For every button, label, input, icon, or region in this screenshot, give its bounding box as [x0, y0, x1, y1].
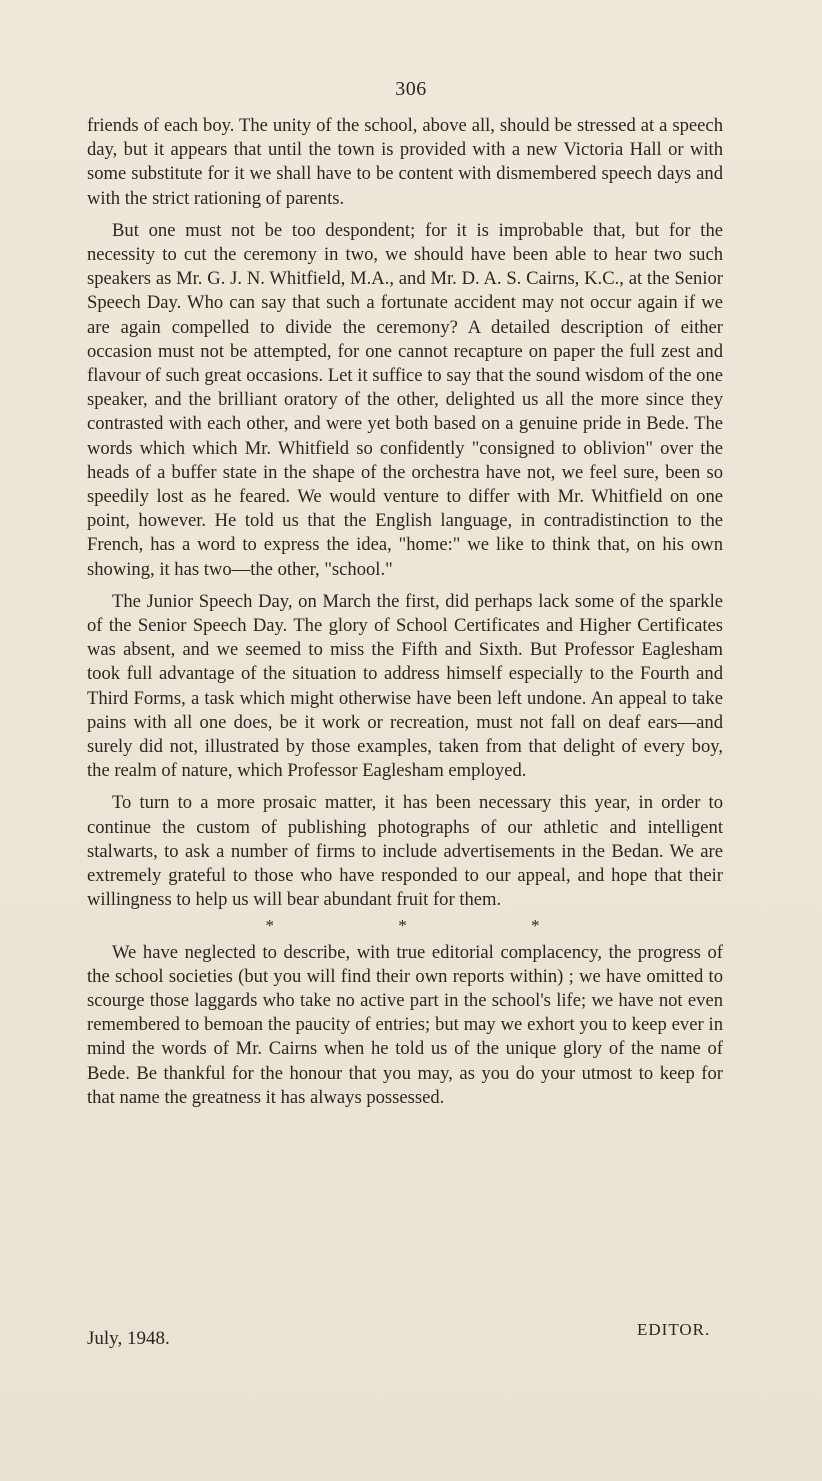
section-separator: * * *	[265, 915, 600, 935]
page-number: 306	[395, 78, 427, 100]
date-line: July, 1948.	[87, 1328, 170, 1349]
editor-signature: EDITOR.	[637, 1320, 711, 1339]
body-text	[87, 114, 723, 1110]
paragraph: To turn to a more prosaic matter, it has been necessary this year, in order to continue the custom of publishing photographs of our athletic and intelligent stalwarts, to ask a number of firms to include advertisements in the Bedan. We are extremely grateful to those who have responded to our appeal, and hope that their willingness to help us will bear abundant fruit for them.	[87, 792, 723, 911]
paragraph: friends of each boy. The unity of the school, above all, should be stressed at a speech day, but it appears that until the town is provided with a new Victoria Hall or with some substitute for it we shall have to be content with dismembered speech days and with the strict rationing of parents.	[87, 115, 723, 209]
closing-paragraph: We have neglected to describe, with true editorial complacency, the progress of the school societies (but you will find their own reports within) ; we have omitted to scourge those laggards who take no active part in the school's life; we have not even remembered to bemoan the paucity of entries; but may we exhort you to keep ever in mind the words of Mr. Cairns when he told us of the unique glory of the name of Bede. Be thankful for the honour that you may, as you do your utmost to keep for that name the greatness it has always possessed.	[87, 941, 723, 1108]
paragraph: But one must not be too despondent; for it is improbable that, but for the necessity to cut the ceremony in two, we should have been able to hear two such speakers as Mr. G. J. N. Whitfield, M.A., and Mr. D. A. S. Cairns, K.C., at the Senior Speech Day. Who can say that such a fortunate accident may not occur again if we are again compelled to divide the ceremony? A detailed description of either occasion must not be attempted, for one cannot recapture on paper the full zest and flavour of such great occasions. Let it suffice to say that the sound wisdom of the one speaker, and the brilliant oratory of the other, delighted us all the more since they contrasted with each other, and were yet both based on a genuine pride in Bede. The words which which Mr. Whitfield so confidently "consigned to oblivion" over the heads of a buffer state in the shape of the orchestra have not, we feel sure, been so speedily lost as he feared. We would venture to differ with Mr. Whitfield on one point, however. He told us that the English language, in contradistinction to the French, has a word to express the idea, "home:" we like to think that, on his own showing, it has two—the other, "school."	[87, 219, 723, 580]
paragraph: The Junior Speech Day, on March the first, did perhaps lack some of the sparkle of the Senior Speech Day. The glory of School Certificates and Higher Certificates was absent, and we seemed to miss the Fifth and Sixth. But Professor Eaglesham took full advantage of the situation to address himself especially to the Fourth and Third Forms, a task which might otherwise have been left undone. An appeal to take pains with all one does, be it work or recreation, must not fall on deaf ears—and surely did not, illustrated by those examples, taken from that delight of every boy, the realm of nature, which Professor Eaglesham employed.	[87, 590, 723, 782]
